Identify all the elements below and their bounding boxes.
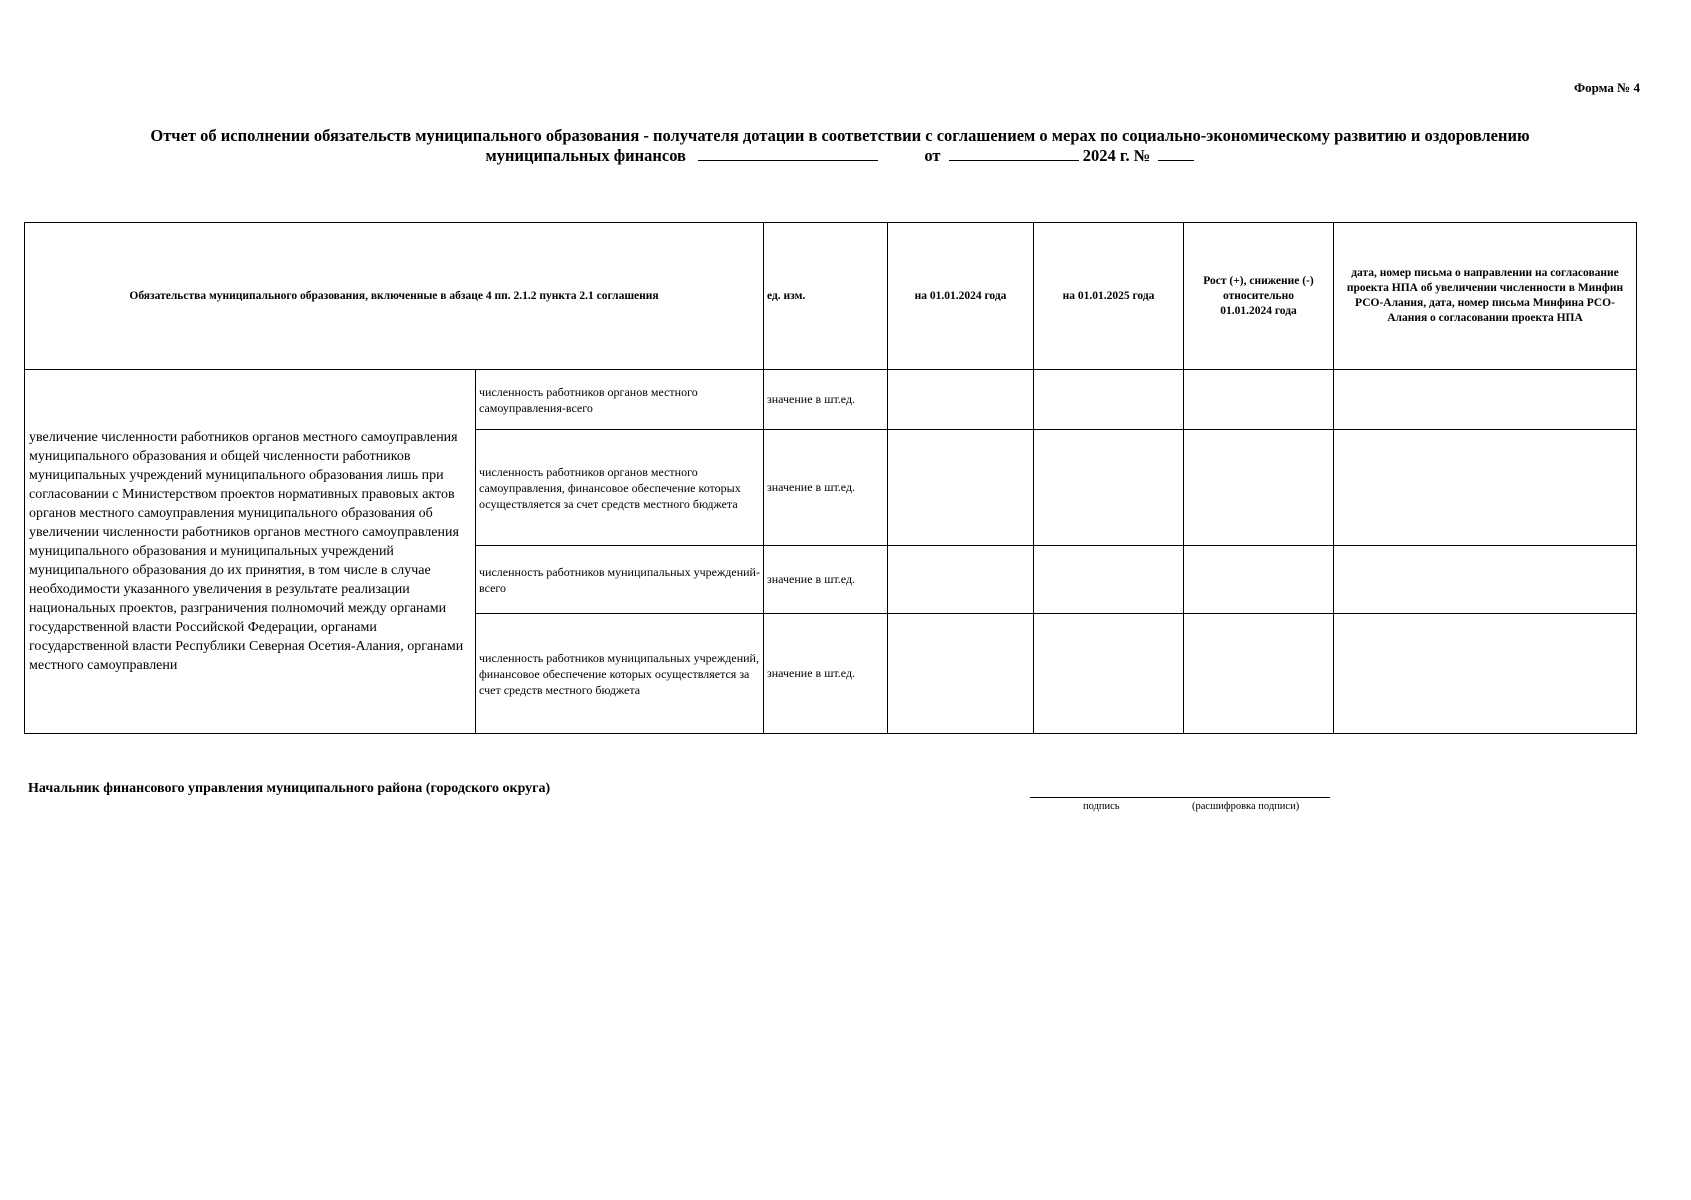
title-year-label: 2024 г. № [1082,146,1151,165]
title-line-2-start: муниципальных финансов [485,146,686,165]
title-from-label: от [924,146,941,165]
indicator-cell: численность работников муниципальных учреждений, финансовое обеспечение которых осуществляется за счет средств местного бюджета [476,614,764,734]
value-2025-cell[interactable] [1034,614,1184,734]
header-letters: дата, номер письма о направлении на согласование проекта НПА об увеличении численности в Минфин РСО-Алания, дата, номер письма Минфина РСО-Алания о согласовании проекта НПА [1334,223,1637,370]
report-table [24,222,1637,734]
header-date-2024: на 01.01.2024 года [888,223,1034,370]
value-2024-cell[interactable] [888,614,1034,734]
header-growth: Рост (+), снижение (-) относительно 01.01.2024 года [1184,223,1334,370]
head-official-label: Начальник финансового управления муниципального района (городского округа) [28,781,551,796]
value-2024-cell[interactable] [888,370,1034,430]
blank-municipality [698,146,878,161]
unit-cell: значение в шт.ед. [764,430,888,546]
unit-cell: значение в шт.ед. [764,546,888,614]
signature-line [1030,797,1330,798]
value-2024-cell[interactable] [888,430,1034,546]
title-line-1: Отчет об исполнении обязательств муниципального образования - получателя дотации в соответствии с соглашением о мерах по социально-экономическому развитию и оздоровлению [150,126,1530,145]
letters-cell[interactable] [1334,614,1637,734]
value-2025-cell[interactable] [1034,546,1184,614]
value-2024-cell[interactable] [888,546,1034,614]
growth-cell[interactable] [1184,546,1334,614]
blank-number [1158,146,1194,161]
growth-cell[interactable] [1184,370,1334,430]
header-date-2025: на 01.01.2025 года [1034,223,1184,370]
header-obligations: Обязательства муниципального образования, включенные в абзаце 4 пп. 2.1.2 пункта 2.1 соглашения [25,223,764,370]
value-2025-cell[interactable] [1034,370,1184,430]
value-2025-cell[interactable] [1034,430,1184,546]
header-row [25,223,1637,370]
obligation-text: увеличение численности работников органов местного самоуправления муниципального образования и общей численности работников муниципальных учреждений муниципального образования лишь при согласовании с Министерством проектов нормативных правовых актов органов местного самоуправления муниципального образования об увеличении численности работников органов местного самоуправления муниципального образования и муниципальных учреждений муниципального образования до их принятия, в том числе в случае необходимости указанного увеличения в результате реализации национальных проектов, разграничения полномочий между органами государственной власти Российской Федерации, органами государственной власти Республики Северная Осетия-Алания, органами местного самоуправлени [25,370,476,734]
blank-date [949,146,1079,161]
signature-label: подпись [1083,801,1120,812]
title-line-2 [30,146,1650,166]
unit-cell: значение в шт.ед. [764,370,888,430]
report-title [30,126,1650,166]
signature-decoding-label: (расшифровка подписи) [1192,801,1300,812]
table-row [25,370,1637,430]
letters-cell[interactable] [1334,370,1637,430]
indicator-cell: численность работников органов местного самоуправления-всего [476,370,764,430]
unit-cell: значение в шт.ед. [764,614,888,734]
letters-cell[interactable] [1334,430,1637,546]
growth-cell[interactable] [1184,430,1334,546]
indicator-cell: численность работников органов местного самоуправления, финансовое обеспечение которых осуществляется за счет средств местного бюджета [476,430,764,546]
header-unit: ед. изм. [764,223,888,370]
form-number: Форма № 4 [1573,80,1640,95]
growth-cell[interactable] [1184,614,1334,734]
indicator-cell: численность работников муниципальных учреждений-всего [476,546,764,614]
letters-cell[interactable] [1334,546,1637,614]
